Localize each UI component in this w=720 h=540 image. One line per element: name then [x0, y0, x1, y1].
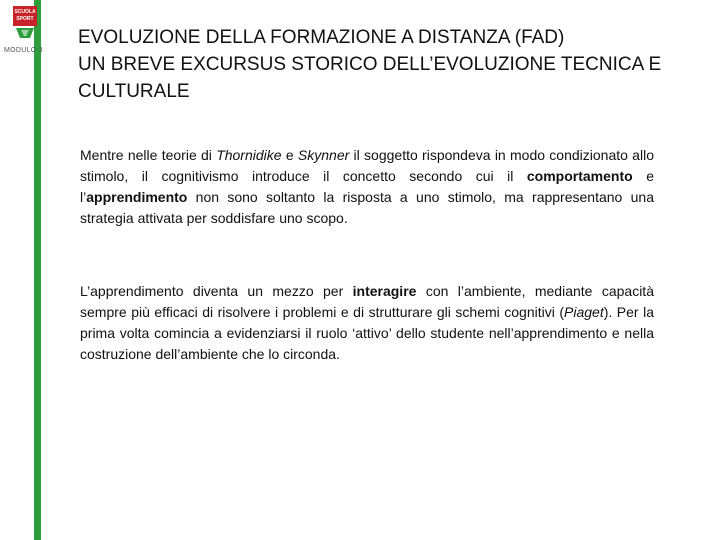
p1-text-5: non sono soltanto la risposta a uno stimolo, ma rappresentano una strategia attivata per soddisfare uno scopo.: [80, 189, 654, 226]
p2-italic-piaget: Piaget: [564, 304, 604, 320]
title-line-3: CULTURALE: [78, 81, 190, 102]
logo-text-top: SCUOLA: [14, 9, 36, 15]
p1-text-4: e l’: [80, 168, 654, 205]
paragraph-1: [80, 145, 654, 229]
scuola-sport-logo: [10, 4, 40, 42]
title-line-1: EVOLUZIONE DELLA FORMAZIONE A DISTANZA (FAD): [78, 27, 565, 48]
p2-text-1: L’apprendimento diventa un mezzo per: [80, 283, 353, 299]
p2-text-2: con l’ambiente, mediante capacità sempre più efficaci di risolvere i problemi e di strutturare gli schemi cognitivi (: [80, 283, 654, 320]
p1-italic-skynner: Skynner: [297, 147, 350, 163]
p1-text-1: Mentre nelle teorie di: [80, 147, 217, 163]
title-line-2: UN BREVE EXCURSUS STORICO DELL’EVOLUZIONE TECNICA E: [78, 54, 662, 75]
p2-text-3: ). Per la prima volta comincia a evidenziarsi il ruolo ‘attivo’ dello studente nell’apprendimento e nella costruzione dell’ambiente che lo circonda.: [80, 304, 654, 362]
logo-text-bottom: SPORT: [16, 16, 34, 22]
slide-title: [78, 24, 708, 105]
p1-text-2: e: [281, 147, 298, 163]
p1-bold-comportamento: comportamento: [526, 168, 633, 184]
green-accent-bar: [34, 0, 41, 540]
sidebar: [0, 0, 58, 540]
module-label: MODULO 3: [4, 47, 43, 54]
p2-bold-interagire: interagire: [352, 283, 417, 299]
p1-italic-thornidike: Thornidike: [216, 147, 282, 163]
paragraph-2: [80, 281, 654, 365]
p1-text-3: il soggetto rispondeva in modo condizionato allo stimolo, il cognitivismo introduce il concetto secondo cui il: [80, 147, 654, 184]
p1-bold-apprendimento: apprendimento: [86, 189, 188, 205]
